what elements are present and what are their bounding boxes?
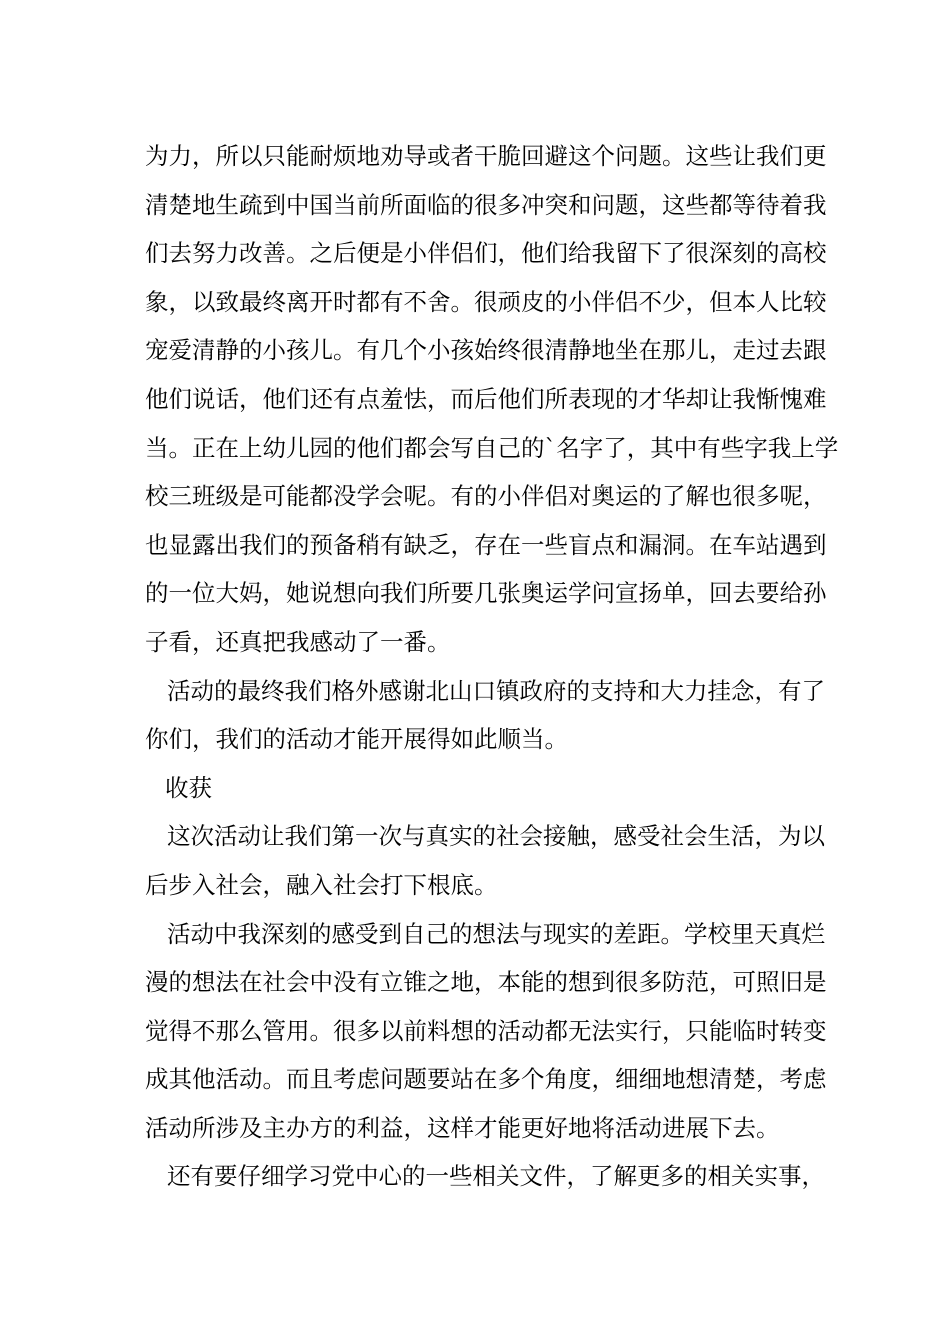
text-line: 们去努力改善。之后便是小伴侣们，他们给我留下了很深刻的高校 bbox=[145, 239, 827, 268]
text-line: 的一位大妈，她说想向我们所要几张奥运学问宣扬单，回去要给孙 bbox=[145, 579, 827, 608]
text-line: 当。正在上幼儿园的他们都会写自己的`名字了，其中有些字我上学 bbox=[145, 433, 839, 462]
text-line: 还有要仔细学习党中心的一些相关文件，了解更多的相关实事， bbox=[167, 1162, 825, 1191]
section-heading-text: 收获 bbox=[165, 773, 212, 802]
paragraph-4 bbox=[145, 910, 827, 1153]
section-heading bbox=[145, 764, 810, 813]
text-line: 后步入社会，融入社会打下根底。 bbox=[145, 870, 498, 899]
paragraph-2 bbox=[145, 667, 825, 764]
body-text bbox=[145, 132, 839, 1201]
text-line: 校三班级是可能都没学会呢。有的小伴侣对奥运的了解也很多呢， bbox=[145, 482, 827, 511]
paragraph-1 bbox=[145, 132, 839, 667]
text-line: 清楚地生疏到中国当前所面临的很多冲突和问题，这些都等待着我 bbox=[145, 190, 827, 219]
text-line: 成其他活动。而且考虑问题要站在多个角度，细细地想清楚，考虑 bbox=[145, 1065, 827, 1094]
text-line: 为力，所以只能耐烦地劝导或者干脆回避这个问题。这些让我们更 bbox=[145, 142, 827, 170]
text-line: 活动的最终我们格外感谢北山口镇政府的支持和大力挂念，有了 bbox=[167, 676, 825, 705]
paragraph-3 bbox=[145, 812, 825, 909]
text-line: 这次活动让我们第一次与真实的社会接触，感受社会生活，为以 bbox=[167, 822, 825, 851]
text-line: 活动所涉及主办方的利益，这样才能更好地将活动进展下去。 bbox=[145, 1113, 780, 1142]
text-line: 你们，我们的活动才能开展得如此顺当。 bbox=[145, 725, 568, 754]
text-line: 也显露出我们的预备稍有缺乏，存在一些盲点和漏洞。在车站遇到 bbox=[145, 530, 827, 559]
text-line: 宠爱清静的小孩儿。有几个小孩始终很清静地坐在那儿，走过去跟 bbox=[145, 336, 827, 365]
text-line: 觉得不那么管用。很多以前料想的活动都无法实行，只能临时转变 bbox=[145, 1016, 827, 1045]
text-line: 子看，还真把我感动了一番。 bbox=[145, 627, 451, 656]
text-line: 他们说话，他们还有点羞怯，而后他们所表现的才华却让我惭愧难 bbox=[145, 384, 827, 413]
text-line: 漫的想法在社会中没有立锥之地，本能的想到很多防范，可照旧是 bbox=[145, 968, 827, 997]
text-line: 活动中我深刻的感受到自己的想法与现实的差距。学校里天真烂 bbox=[167, 919, 825, 948]
paragraph-5 bbox=[145, 1152, 825, 1201]
text-line: 象，以致最终离开时都有不舍。很顽皮的小伴侣不少，但本人比较 bbox=[145, 287, 827, 316]
